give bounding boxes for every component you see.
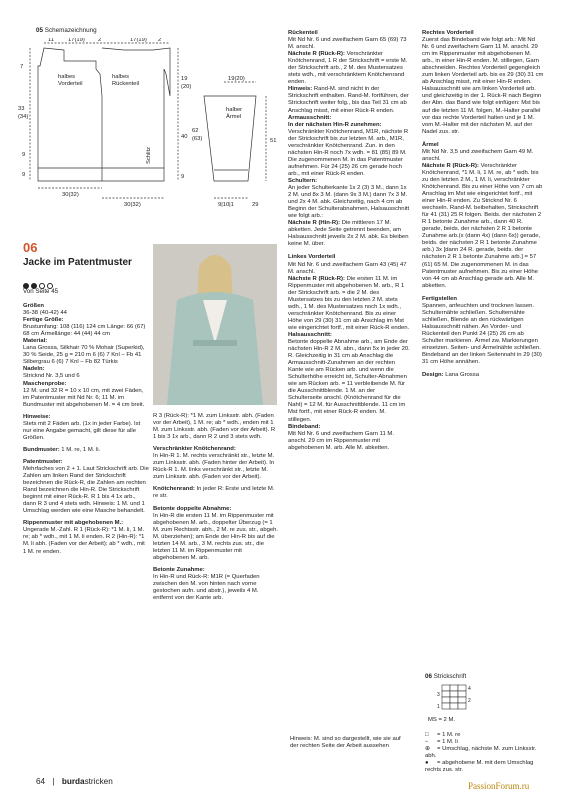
design-heading: Design: xyxy=(422,372,444,379)
col1-text xyxy=(23,303,149,556)
notes-text: Stets mit 2 Fäden arb. (1x in jeder Farbe). Ist nur eine Angabe gemacht, gilt diese für alle Größen. xyxy=(23,420,141,441)
pattern-title: Jacke im Patentmuster xyxy=(23,257,132,268)
chart-note: Hinweis: M. sind so dargestellt, wie sie auf der rechten Seite der Arbeit aussehen xyxy=(290,736,401,750)
dim-62: 62 xyxy=(192,128,199,134)
double-dec-text: In Hin-R die ersten 11 M. im Rippenmuster mit abgehobenen M. arb., doppelter Überzug (= 1 M. zum Rechtsstr. abh., 2 M. re zus. str., abgeh. M. überziehen); am Ende der Hin-R bis auf die letzten 14 M. arb., 3 M. rechts zus. str., die letzten 11 M. im Rippenmuster mit abgehobenen M. arb. xyxy=(153,512,279,561)
model-photo xyxy=(153,244,277,405)
left-front-next-text: Die ersten 11 M. im Rippenmuster mit abgehobenen M. arb., R 1 der Strickschrift arb. = die 2 M. des Mustersatzes bis zu den letzten 2 M. stets wdh., 1 M. des Mustersatzes noch 1x wdh., verschränkter Knötchenrand. Bis zu einer Höhe von 29 (30) 31 cm ab Anschlag im Mst wie eingerichtet fortf., mit einer Rück-R enden. xyxy=(288,275,410,331)
notes-heading: Hinweise: xyxy=(23,413,51,420)
back-next-text: Verschränkter Knötchenrand, 1 R der Strickschrift = erste M. der Strickschrift arb., 2 M. des Mustersatzes stets wdh., mit verschränktem Knötchenrand enden. xyxy=(288,51,408,86)
back-piece-outline xyxy=(102,48,170,181)
page-number: 64 xyxy=(36,777,46,786)
sleeve-heading: Ärmel xyxy=(422,141,439,148)
back-note-text: Rand-M. sind nicht in der Strickschrift enthalten. Rand-M. fortführen, der Strickschrift weiter folg., bis das Teil 31 cm ab Anschlag misst, mit einer Rück-R enden. xyxy=(288,86,409,114)
tie-text: Mit Nd Nr. 6 und zweifachem Garn 11 M. anschl. 29 cm im Rippenmuster mit abgehobenen M. arb. Alle M. abketten. xyxy=(288,430,394,451)
right-front-heading: Rechtes Vorderteil xyxy=(422,30,474,36)
legend-yo-text: = Umschlag, nächste M. zum Linksstr. abh. xyxy=(425,746,537,760)
dim-63: (63) xyxy=(192,136,203,142)
chart-legend xyxy=(425,732,547,774)
row3-text: R 3 (Rück-R): *1 M. zum Linksstr. abh. (Faden vor der Arbeit), 1 M. re; ab * wdh., enden mit 1 M. zum Linksstr. abh. (Faden vor der Arbeit). R 1 bis 3 1x arb., dann R 2 und 3 stets wdh. xyxy=(153,413,276,441)
dim-9-front-b: 9 xyxy=(22,172,26,178)
page-footer: 64 | burdastricken xyxy=(36,777,113,786)
shoulders-text: An jeder Schulterkante 1x 2 (3) 3 M., dann 1x 2 M. und 8x 3 M. (dann 9x 3 M.) dann 7x 3 M. und 2x 4 M. abk. Gleichzeitig, nach 4 cm ab Beginn der Schulterabnahmen, Halsausschnitt wie folgt arb.: xyxy=(288,185,410,220)
twisted-edge-heading: Verschränkter Knötchenrand: xyxy=(153,446,236,453)
sleeve-next-text: Verschränkter Knötchenrand, *1 M. li, 1 M. re, ab * wdh. bis zu den letzten 2 M., 1 M. li, verschränkter Knötchenrand. Bis zu einer Höhe von 7 cm ab Anschlag im Mst wie eingerichtet fortf., mit einer Hin-R enden. Zu Stricknd Nr. 6 wechseln. Rand-M. beibehalten, Strickschrift für 41 (31) 25 R folgen. Beids. der nächsten 2 R 1 betonte Zunahme arb., dann 40 R. gerade, beids. der nächsten 2 R 1 betonte Zunahme arb.(x (dann 4x) (dann 6x)) gerade, beids. der nächsten 2 R 1 betonte Zunahme arb.) 3x [dann 24 R. gerade, beids. der nächsten 2 R 1 betonte Zunahme arb.] = 57 (61) 65 M. Die zugenommenen M. in das Patentmuster aufnehmen. Bis zu einer Höhe von 44 cm ab Anschlag gerade arb. Alle M. abketten. xyxy=(422,162,543,289)
pattern-source: Von Seite 45 xyxy=(23,288,59,295)
material-heading: Material: xyxy=(23,338,48,345)
final-size-text: Brustumfang: 108 (116) 124 cm Länge: 66 (67) 68 cm Ärmellänge: 44 (44) 44 cm xyxy=(23,324,146,338)
schematic-label-text: Schemazeichnung xyxy=(44,27,97,34)
rib-slip-text: Ungerade M.-Zahl. R 1 (Rück-R): *1 M. li, 1 M. re; ab * wdh., mit 1 M. li enden. R 2 (Hin-R): *1 M. li abh. (Faden vor der Arbeit); ab * wdh., mit 1 M. re enden. xyxy=(23,527,145,555)
back-note-heading: Hinweis: xyxy=(288,86,313,93)
dim-2-back: 2 xyxy=(158,38,162,43)
gauge-text: 12 M. und 32 R = 10 x 10 cm, mit zwei Fäden, im Patentmuster mit Nd Nr. 6; 11 M. im Bundmuster mit abgehobenen M. = 4 cm breit. xyxy=(23,387,145,408)
dim-34: (34) xyxy=(18,114,29,120)
schematic-drawing xyxy=(18,38,300,218)
needles-heading: Nadeln: xyxy=(23,366,45,373)
double-dec-heading: Betonte doppelte Abnahme: xyxy=(153,505,232,512)
chart-label-text: Strickschrift xyxy=(433,673,467,680)
back-piece-label-1: halbes xyxy=(112,74,130,80)
sizes-heading: Größen xyxy=(23,303,44,309)
needles-text: Stricknd Nr. 3,5 und 6 xyxy=(23,373,80,380)
slit-label: Schlitz xyxy=(146,146,152,164)
chart-label-num: 06 xyxy=(425,673,433,680)
neckline-text: Betonte doppelte Abnahme arb., am Ende der nächsten Hin-R 2 M. abn., dann 5x in jeder 20. R. Gleichzeitig in 31 cm ab Anschlag die Armausschnitt-Zunahmen an der rechten Kante wie am Rücken arb. und wenn die Schulterhöhe erreicht ist, Schulter-Abnahmen wie am Rücken arb. = 11 verbleibende M. für die Ausschnittblende. 1 M. an der Schulterseite anschl. (Knötchenrand für die Naht) = 12 M. für Ausschnittblende. 11 cm im Mst fortf., mit einer Rück-R enden. M. stillegen. xyxy=(288,339,410,423)
rib-slip-heading: Rippenmuster mit abgehobenen M.: xyxy=(23,520,124,527)
dim-11: 11 xyxy=(48,38,55,43)
neck-row-text: Die mittleren 17 M. abketten. Jede Seite getrennt beenden, am Halsausschnitt jeweils 2x 2 M. abk. Es bleiben keine M. über. xyxy=(288,220,409,248)
watermark: PassionForum.ru xyxy=(468,781,530,791)
chart-row-4: 4 xyxy=(468,686,471,692)
dim-30-32-front: 30(32) xyxy=(62,192,79,198)
back-text: Mit Nd Nr. 6 und zweifachem Garn 65 (69) 73 M. anschl. xyxy=(288,37,407,51)
schematic-label xyxy=(36,27,97,34)
dim-29: 29 xyxy=(252,202,259,208)
col4-text xyxy=(422,30,544,379)
dim-7: 7 xyxy=(20,64,24,70)
sleeve-label-1: halber xyxy=(226,107,243,113)
legend-purl-icon: − xyxy=(425,739,429,746)
sizes-text: 36-38 (40-42) 44 xyxy=(23,310,67,317)
col3-text xyxy=(288,30,410,452)
brand-rest: stricken xyxy=(84,777,113,786)
dim-9-back: 9 xyxy=(181,174,185,180)
chart-ms-label: MS = 2 M. xyxy=(428,717,456,723)
dim-2-front: 2 xyxy=(98,38,102,43)
legend-knit-icon: □ xyxy=(425,732,429,738)
sleeve-next-heading: Nächste R (Rück-R): xyxy=(422,162,479,169)
brand-bold: burda xyxy=(61,777,85,786)
back-piece-label-2: Rückenteil xyxy=(112,81,140,87)
design-text: Lana Grossa xyxy=(445,372,479,379)
dim-17-19-front: 17(19) xyxy=(68,38,85,43)
back-heading: Rückenteil xyxy=(288,30,318,36)
rib-heading: Bundmuster: xyxy=(23,446,60,453)
armhole-inc-text: Verschränkter Knötchenrand, M1R, nächste R der Strickschrift bis zur letzten M. arb., M1R, verschränkter Knötchenrand. Zun. in den nächsten Hin-R noch 7x wdh. = 81 (85) 89 M. Die zugenommenen M. in das Patentmuster aufnehmen. Für 24 (25) 26 cm gerade hoch arb., mit einer Rück-R enden. xyxy=(288,128,409,177)
armhole-heading: Armausschnitt: xyxy=(288,114,332,121)
right-front-text: Zuerst das Bindeband wie folgt arb.: Mit Nd Nr. 6 und zweifachem Garn 11 M. anschl. 29 cm im Rippenmuster mit abgehobenen M. arb., in einer Hin-R enden. M. stillegen, Garn abschneiden. Rechtes Vorderteil gegengleich zum linken Vorderteil arb. bis es 29 (30) 31 cm ab Anschlag misst, mit einer Hin-R enden. Halsausschnitt wie am linken Vorderteil arb. und gleichzeitig in der 1. Rück-R nach Beginn der Abn. das Band wie folgt einfügen: Mst bis auf die letzten 11 M. folgen, M.-Halter parallel vor das rechte Vorderteil halten und je 1 M. vom M.-Halter mit der nächsten M. auf der Nadel zus. str. xyxy=(422,37,544,135)
increase-heading: Betonte Zunahme: xyxy=(153,566,205,573)
dim-51: 51 xyxy=(270,138,277,144)
knitting-chart xyxy=(428,683,488,717)
dim-33: 33 xyxy=(18,106,25,112)
dim-9-front: 9 xyxy=(22,152,26,158)
dim-40: 40 xyxy=(181,134,188,140)
pattern-number: 06 xyxy=(23,240,38,255)
increase-text: In Hin-R und Rück-R: M1R (= Querfaden zwischen den M. von hinten nach vorne gestochen aufn. und abstr.), jeweils 4 M. entfernt von der Kante arb. xyxy=(153,573,260,602)
gauge-heading: Maschenprobe: xyxy=(23,380,67,387)
legend-knit-text: = 1 M. re xyxy=(437,732,461,738)
chart-row-3: 3 xyxy=(437,692,440,698)
twisted-edge-text: In Hin-R 1. M. rechts verschränkt str., letzte M. zum Linksstr. abh. (Faden hinter der Arbeit). In Rück-R 1. M. links verschränkt str., letzte M. zum Linksstr. abh. (Faden vor der Arbeit). xyxy=(153,453,275,481)
finishing-heading: Fertigstellen xyxy=(422,295,458,302)
front-piece-label-2: Vorderteil xyxy=(58,81,83,87)
patent-text: Mehrfaches von 2 + 1. Laut Strickschrift arb. Die Zahlen am linken Rand der Strickschrift bezeichnen die Rück-R, die Zahlen am rechten Rand bezeichnen die Hin-R. Die Strickschrift beginnt mit einer Rück-R. R 1 bis 4 1x arb., dann R 3 und 4 stets wdh. Hinweis: 1 M. und 1 Umschlag werden wie eine Masche behandelt. xyxy=(23,465,149,515)
left-front-text: Mit Nd Nr. 6 und zweifachem Garn 43 (45) 47 M. anschl. xyxy=(288,261,407,275)
dim-19: 19 xyxy=(181,76,188,82)
neck-row-heading: Nächste R (Hin-R): xyxy=(288,220,341,227)
dim-9-10-1: 9|10|1 xyxy=(218,202,234,208)
dim-19-20-sleeve: 19(20) xyxy=(228,76,245,82)
tie-heading: Bindeband: xyxy=(288,423,321,430)
legend-slip-text: = abgehobene M. mit dem Umschlag rechts zus. str. xyxy=(425,760,534,774)
front-piece-outline xyxy=(38,48,102,181)
edge-text: In jeder R: Erste und letzte M. re str. xyxy=(153,486,275,500)
schematic-label-num: 05 xyxy=(36,27,44,34)
dim-17-19-back: 17(19) xyxy=(130,38,147,43)
shoulders-heading: Schultern: xyxy=(288,177,318,184)
front-piece-label-1: halbes xyxy=(58,74,76,80)
legend-slip-icon: ● xyxy=(425,760,429,767)
left-front-heading: Linkes Vorderteil xyxy=(288,254,336,261)
chart-row-1: 1 xyxy=(437,704,440,710)
dim-20: (20) xyxy=(181,84,192,90)
dim-30-32-back: 30(32) xyxy=(124,202,141,208)
chart-row-2: 2 xyxy=(468,698,471,704)
back-next-heading: Nächste R (Rück-R): xyxy=(288,51,345,58)
armhole-inc-heading: In der nächsten Hin-R zunehmen: xyxy=(288,121,382,128)
edge-heading: Knötchenrand: xyxy=(153,486,195,493)
material-text: Lana Grossa, Silkhair 70 % Mohair (Superkid), 30 % Seide, 25 g = 210 m 6 (6) 7 Knl – Fb 41 Silbergrau 6 (6) 7 Knl – Fb 82 Türkis xyxy=(23,345,145,366)
finishing-text: Spannen, anfeuchten und trocknen lassen. Schulternähte schließen. Schulternähte schließen, Blende an den rückwärtigen Halsausschnitt nähen. An Vorder- und Rückenteil den Punkt 24 (25) 26 cm ab Schulter markieren. Ärmel zw. Markierungen einsetzen. Seiten- und Ärmelnähte schließen. Bindeband an der linken Seitennaht in 29 (30) 31 cm Höhe annähen. xyxy=(422,302,542,366)
chart-label xyxy=(425,673,466,680)
patent-heading: Patentmuster: xyxy=(23,458,63,465)
legend-purl-text: = 1 M. li xyxy=(437,739,458,746)
left-front-next-heading: Nächste R (Rück-R): xyxy=(288,275,345,282)
col2-text xyxy=(153,413,279,602)
sleeve-label-2: Ärmel xyxy=(226,114,242,120)
final-size-heading: Fertige Größe: xyxy=(23,317,64,324)
legend-yo-icon: ⊕ xyxy=(425,746,430,753)
neckline-heading: Halsausschnitt: xyxy=(288,331,332,338)
rib-text: 1 M. re, 1 M. li. xyxy=(61,446,101,453)
sleeve-text: Mit Nd Nr. 3,5 und zweifachem Garn 49 M. anschl. xyxy=(422,148,534,162)
